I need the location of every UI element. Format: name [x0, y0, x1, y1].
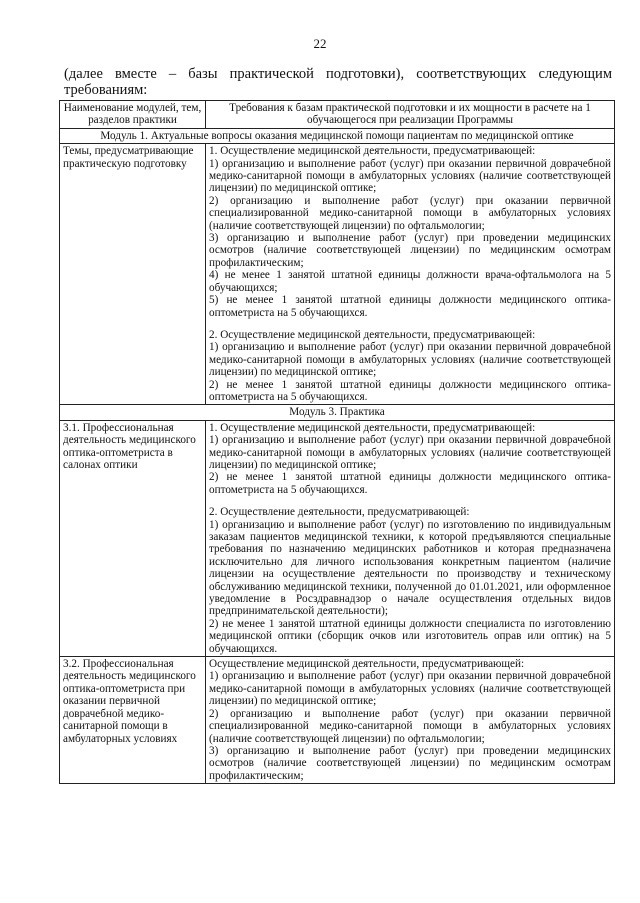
requirement-line: 1) организацию и выполнение работ (услуг) при оказании первичной доврачебной медико-санитарной помощи в амбулаторных условиях (наличие соответствующей лицензии) по медицинской оптике; — [209, 434, 611, 471]
requirement-line: 2. Осуществление деятельности, предусматривающей: — [209, 506, 470, 519]
row3-requirements — [206, 657, 615, 784]
intro-paragraph: (далее вместе – базы практической подготовки), соответствующих следующим требованиям: — [64, 66, 612, 98]
row1-block-b — [209, 329, 611, 403]
row2-block-a — [209, 422, 611, 496]
table-header-row — [60, 101, 615, 129]
requirement-line: 1. Осуществление медицинской деятельности, предусматривающей: — [209, 145, 536, 158]
module-row — [60, 128, 615, 143]
requirement-line: 2) не менее 1 занятой штатной единицы должности специалиста по изготовлению медицинской оптики (сборщик очков или изготовитель оправ или оптик) на 5 обучающихся. — [209, 617, 611, 655]
row3-block-a — [209, 658, 611, 782]
requirement-line: 1) организацию и выполнение работ (услуг) при оказании первичной доврачебной медико-санитарной помощи в амбулаторных условиях (наличие соответствующей лицензии) по медицинской оптике; — [209, 670, 611, 708]
table-row — [60, 657, 615, 784]
requirement-line: 4) не менее 1 занятой штатной единицы должности врача-офтальмолога на 5 обучающихся; — [209, 269, 611, 294]
page-number: 22 — [313, 36, 327, 51]
requirements-table — [59, 100, 615, 784]
requirement-line: 2) организацию и выполнение работ (услуг) при оказании первичной специализированной медико-санитарной помощи в амбулаторных условиях (наличие соответствующей лицензии) по офтальмологии; — [209, 194, 611, 232]
table-row — [60, 144, 615, 405]
module-row — [60, 405, 615, 420]
row1-block-a — [209, 145, 611, 319]
requirement-line: 2) организацию и выполнение работ (услуг) при оказании первичной специализированной медико-санитарной помощи в амбулаторных условиях (наличие соответствующей лицензии) по офтальмологии; — [209, 707, 611, 745]
row1-requirements — [206, 144, 615, 405]
table-row — [60, 420, 615, 656]
header-col1: Наименование модулей, тем, разделов практики — [60, 101, 206, 129]
row3-topic: 3.2. Профессиональная деятельность медицинского оптика-оптометриста при оказании первичной доврачебной медико-санитарной помощи в амбулаторных условиях — [60, 657, 206, 784]
requirement-line: 2) не менее 1 занятой штатной единицы должности медицинского оптика-оптометриста на 5 обучающихся. — [209, 471, 611, 496]
requirement-line: 3) организацию и выполнение работ (услуг) при проведении медицинских осмотров (наличие соответствующей лицензии) по медицинским осмотрам профилактическим; — [209, 232, 611, 269]
requirement-line: 3) организацию и выполнение работ (услуг) при проведении медицинских осмотров (наличие соответствующей лицензии) по медицинским осмотрам профилактическим; — [209, 744, 611, 782]
requirement-line: 2) не менее 1 занятой штатной единицы должности медицинского оптика-оптометриста на 5 обучающихся. — [209, 378, 611, 403]
requirement-line: 1. Осуществление медицинской деятельности, предусматривающей: — [209, 421, 536, 434]
requirement-line: 1) организацию и выполнение работ (услуг) по изготовлению по индивидуальным заказам пациентов медицинской техники, к которой предъявляются специальные требования по назначению медицинских работников и которая предназначена исключительно для личного использования конкретным пациентом (наличие лицензии на осуществление деятельности по производству и техническому обслуживанию медицинской техники, полученной до 01.01.2021, или оформленное уведомление в Росздравнадзор о начале осуществления отдельных видов предпринимательской деятельности); — [209, 518, 611, 618]
requirement-line: Осуществление медицинской деятельности, предусматривающей: — [209, 658, 525, 671]
module1-title: Модуль 1. Актуальные вопросы оказания медицинской помощи пациентам по медицинской оптике — [60, 128, 615, 143]
requirement-line: 2. Осуществление медицинской деятельности, предусматривающей: — [209, 328, 536, 341]
requirement-line: 1) организацию и выполнение работ (услуг) при оказании первичной доврачебной медико-санитарной помощи в амбулаторных условиях (наличие соответствующей лицензии) по медицинской оптике; — [209, 157, 611, 195]
module3-title: Модуль 3. Практика — [60, 405, 615, 420]
requirement-line: 5) не менее 1 занятой штатной единицы должности медицинского оптика-оптометриста на 5 обучающихся. — [209, 294, 611, 319]
header-col2: Требования к базам практической подготовки и их мощности в расчете на 1 обучающегося при реализации Программы — [206, 101, 615, 129]
row1-topic: Темы, предусматривающие практическую подготовку — [60, 144, 206, 405]
row2-block-b — [209, 506, 611, 655]
row2-requirements — [206, 420, 615, 656]
row2-topic: 3.1. Профессиональная деятельность медицинского оптика-оптометриста в салонах оптики — [60, 420, 206, 656]
requirement-line: 1) организацию и выполнение работ (услуг) при оказании первичной доврачебной медико-санитарной помощи в амбулаторных условиях (наличие соответствующей лицензии) по медицинской оптике; — [209, 341, 611, 379]
